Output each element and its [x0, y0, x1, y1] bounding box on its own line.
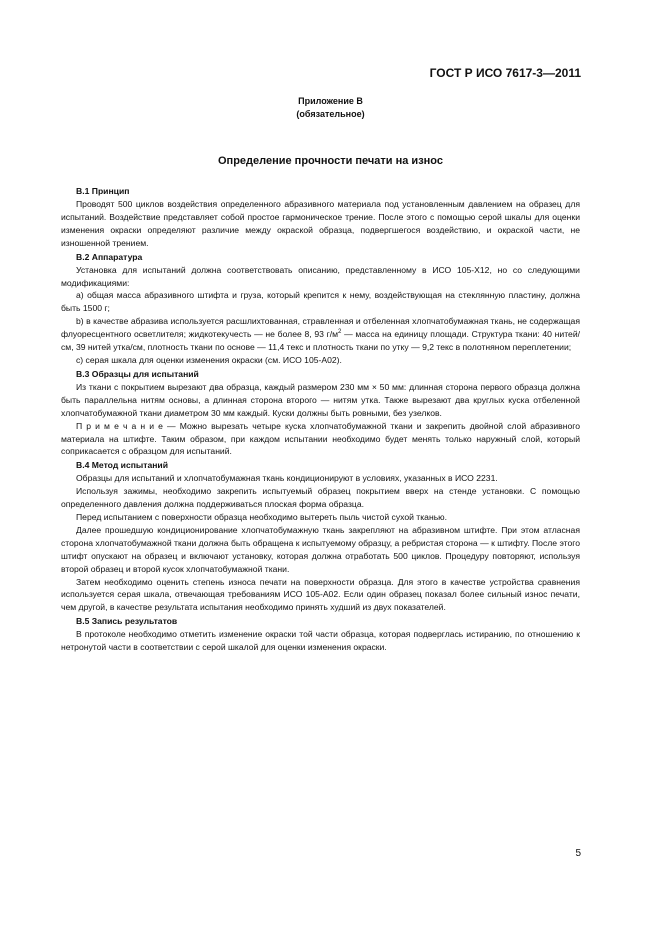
annex-title: Определение прочности печати на износ [218, 155, 443, 167]
note-text: — Можно вырезать четыре куска хлопчатобумажной ткани и закрепить двойной слой абразивного материала на штифте. Таким образом, при каждом испытании необходимо будет менять только наружный слой, который соприкасается с образцом для испытаний. [61, 420, 580, 457]
paragraph: Затем необходимо оценить степень износа печати на поверхности образца. Для этого в качестве устройства сравнения используется серая шкала, отвечающая требованиям ИСО 105-А02. Если один образец показал более сильный износ печати, чем другой, в качестве результата испытания необходимо принять худший из двух показателей. [61, 576, 580, 613]
list-item-c: c) серая шкала для оценки изменения окраски (см. ИСО 105-А02). [76, 354, 342, 365]
paragraph: Далее прошедшую кондиционирование хлопчатобумажную ткань закрепляют на абразивном штифте. При этом атласная сторона хлопчатобумажной ткани должна быть обращена к испытуемому образцу, а ребристая сторона — к штифту. После этого штифт опускают на образец и включают установку, которая должна отработать 500 циклов. Процедуру повторяют, используя второй образец и второй кусок хлопчатобумажной ткани. [61, 524, 580, 574]
paragraph: Из ткани с покрытием вырезают два образца, каждый размером 230 мм × 50 мм: длинная сторона первого образца должна быть параллельна нитям основы, а длинная сторона второго — нитям утка. Также вырезают два круглых куска отбеленной хлопчатобумажной ткани диаметром 30 мм каждый. Куски должны быть ровными, без узелков. [61, 381, 580, 418]
paragraph: Используя зажимы, необходимо закрепить испытуемый образец покрытием вверх на стенде установки. С помощью определенного давления должна поддерживаться плоская форма образца. [61, 486, 580, 510]
superscript: 2 [338, 329, 342, 336]
note [61, 420, 580, 459]
section-heading-b1: В.1 Принцип [76, 186, 130, 196]
paragraph: В протоколе необходимо отметить изменение окраски той части образца, которая подверглась истиранию, по отношению к нетронутой части в соответствии с серой шкалой для оценки изменения окраски. [61, 629, 580, 653]
section-heading-b4: В.4 Метод испытаний [76, 460, 168, 471]
paragraph: Проводят 500 циклов воздействия определенного абразивного материала под установленным давлением на образец для испытаний. Воздействие представляет собой простое гармоническое трение. После этого с помощью серой шкалы для оценки изменения окраски определяют различие между окраской образца, подвергшегося воздействию, и окраской части, не изношенной трением. [61, 199, 580, 248]
paragraph: Перед испытанием с поверхности образца необходимо вытереть пыль чистой сухой тканью. [76, 512, 448, 523]
annex-label: Приложение В [298, 96, 363, 106]
list-item-b [61, 315, 580, 354]
annex-type: (обязательное) [296, 109, 365, 119]
section-heading-b2: В.2 Аппаратура [76, 251, 143, 262]
list-item-b-text-2: — масса на единицу площади. Структура ткани: 40 нитей/см, 39 нитей утка/см, плотность ткани по основе — 11,4 текс и плотность ткани по утку — 9,2 текс в полотняном переплетении; [61, 329, 581, 353]
document-body [61, 184, 580, 654]
section-heading-b3: В.3 Образцы для испытаний [76, 368, 199, 379]
note-label: П р и м е ч а н и е [76, 420, 163, 431]
paragraph: Установка для испытаний должна соответствовать описанию, представленному в ИСО 105-Х12, но со следующими модификациями: [61, 264, 580, 288]
list-item-b-text-1: b) в качестве абразива используется расшлихтованная, стравленная и отбеленная хлопчатобумажная ткань, не содержащая флуоресцентного осветлителя; жидкотекучесть — не более 8, 93 г/м [61, 316, 580, 340]
list-item-a: a) общая масса абразивного штифта и груза, который крепится к нему, воздействующая на стеклянную пластину, должна быть 1500 г; [61, 290, 580, 314]
paragraph: Образцы для испытаний и хлопчатобумажная ткань кондиционируют в условиях, указанных в ИСО 2231. [76, 473, 498, 484]
section-heading-b5: В.5 Запись результатов [76, 616, 178, 627]
page-number: 5 [575, 848, 581, 859]
document-code: ГОСТ Р ИСО 7617-3—2011 [429, 66, 581, 80]
